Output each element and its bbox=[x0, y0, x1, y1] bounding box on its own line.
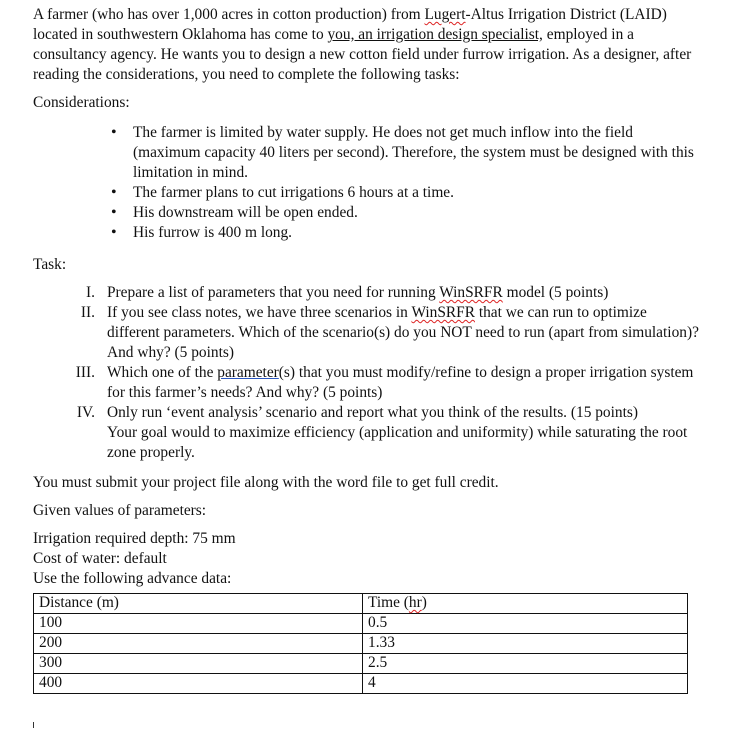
time-cell: 0.5 bbox=[363, 614, 688, 634]
distance-cell: 100 bbox=[34, 614, 363, 634]
table-row bbox=[34, 674, 688, 694]
task-numeral: I. bbox=[86, 284, 95, 301]
submission-note: You must submit your project file along with the word file to get full credit. bbox=[33, 474, 499, 491]
distance-cell: 200 bbox=[34, 634, 363, 654]
intro-paragraph bbox=[33, 5, 703, 85]
task-list bbox=[33, 283, 703, 463]
task-text: Only run ‘event analysis’ scenario and report what you think of the results. (15 points) bbox=[107, 404, 638, 421]
grammar-flagged-word[interactable]: parameter bbox=[217, 364, 279, 381]
header-time bbox=[363, 594, 688, 614]
intro-text-3: employed in a consultancy agency. He wants you to design a new cotton field under furrow irrigation. As a designer, after reading the considerations, you need to complete the following tasks: bbox=[33, 26, 692, 83]
table-header-row bbox=[34, 594, 688, 614]
considerations-heading: Considerations: bbox=[33, 94, 130, 111]
consideration-item: • His furrow is 400 m long. bbox=[111, 223, 703, 243]
task-text: Which one of the bbox=[107, 364, 218, 381]
cost-of-water: Cost of water: default bbox=[33, 550, 167, 567]
time-cell: 4 bbox=[363, 674, 688, 694]
task-goal bbox=[107, 423, 703, 463]
advance-data-label: Use the following advance data: bbox=[33, 570, 232, 587]
document-page bbox=[33, 5, 703, 694]
task-heading: Task: bbox=[33, 256, 67, 273]
table-row bbox=[34, 614, 688, 634]
task-text: (s) that you must modify/refine to design a proper irrigation system for this farmer’s needs? And why? (5 points) bbox=[107, 364, 694, 401]
task-text: model (5 points) bbox=[502, 284, 609, 301]
task-text: Prepare a list of parameters that you need for running bbox=[107, 284, 440, 301]
task-item bbox=[76, 403, 703, 423]
task-item bbox=[75, 363, 703, 403]
time-cell: 2.5 bbox=[363, 654, 688, 674]
consideration-item: • The farmer plans to cut irrigations 6 hours at a time. bbox=[111, 183, 703, 203]
task-numeral: III. bbox=[75, 364, 95, 381]
advance-data-table bbox=[33, 593, 688, 694]
task-text: that we can run to optimize different parameters. Which of the scenario(s) do you NOT need to run (apart from simulation)? And why? (5 points) bbox=[107, 304, 699, 361]
spellcheck-flagged-word[interactable]: Lugert bbox=[424, 6, 466, 23]
intro-text-1: A farmer (who has over 1,000 acres in cotton production) from bbox=[33, 6, 425, 23]
spellcheck-flagged-word[interactable]: hr bbox=[408, 594, 422, 611]
underlined-phrase: you, an irrigation design specialist, bbox=[327, 26, 543, 43]
required-depth: Irrigation required depth: 75 mm bbox=[33, 530, 236, 547]
given-values-heading: Given values of parameters: bbox=[33, 502, 207, 519]
goal-text: Your goal would to maximize efficiency (application and uniformity) while saturating the root zone properly. bbox=[107, 424, 688, 461]
considerations-list bbox=[33, 123, 703, 243]
consideration-item: • The farmer is limited by water supply. He does not get much inflow into the field (maximum capacity 40 liters per second). Therefore, the system must be designed with this limitation in mind. bbox=[111, 123, 703, 183]
task-item bbox=[86, 283, 703, 303]
table-row bbox=[34, 654, 688, 674]
consideration-item: • His downstream will be open ended. bbox=[111, 203, 703, 223]
distance-cell: 300 bbox=[34, 654, 363, 674]
spellcheck-flagged-word[interactable]: WinSRFR bbox=[439, 284, 503, 301]
table-row bbox=[34, 634, 688, 654]
spellcheck-flagged-word[interactable]: WinSRFR bbox=[411, 304, 475, 321]
header-distance: Distance (m) bbox=[34, 594, 363, 614]
header-time-text: ) bbox=[421, 594, 427, 611]
time-cell: 1.33 bbox=[363, 634, 688, 654]
distance-cell: 400 bbox=[34, 674, 363, 694]
task-item bbox=[80, 303, 703, 363]
task-numeral: IV. bbox=[76, 404, 95, 421]
intro-text-2: -Altus Irrigation District (LAID) located in southwestern Oklahoma has come to bbox=[33, 6, 667, 43]
task-text: If you see class notes, we have three scenarios in bbox=[107, 304, 412, 321]
header-time-text: Time ( bbox=[368, 594, 409, 611]
text-cursor bbox=[33, 722, 34, 728]
task-numeral: II. bbox=[80, 304, 95, 321]
